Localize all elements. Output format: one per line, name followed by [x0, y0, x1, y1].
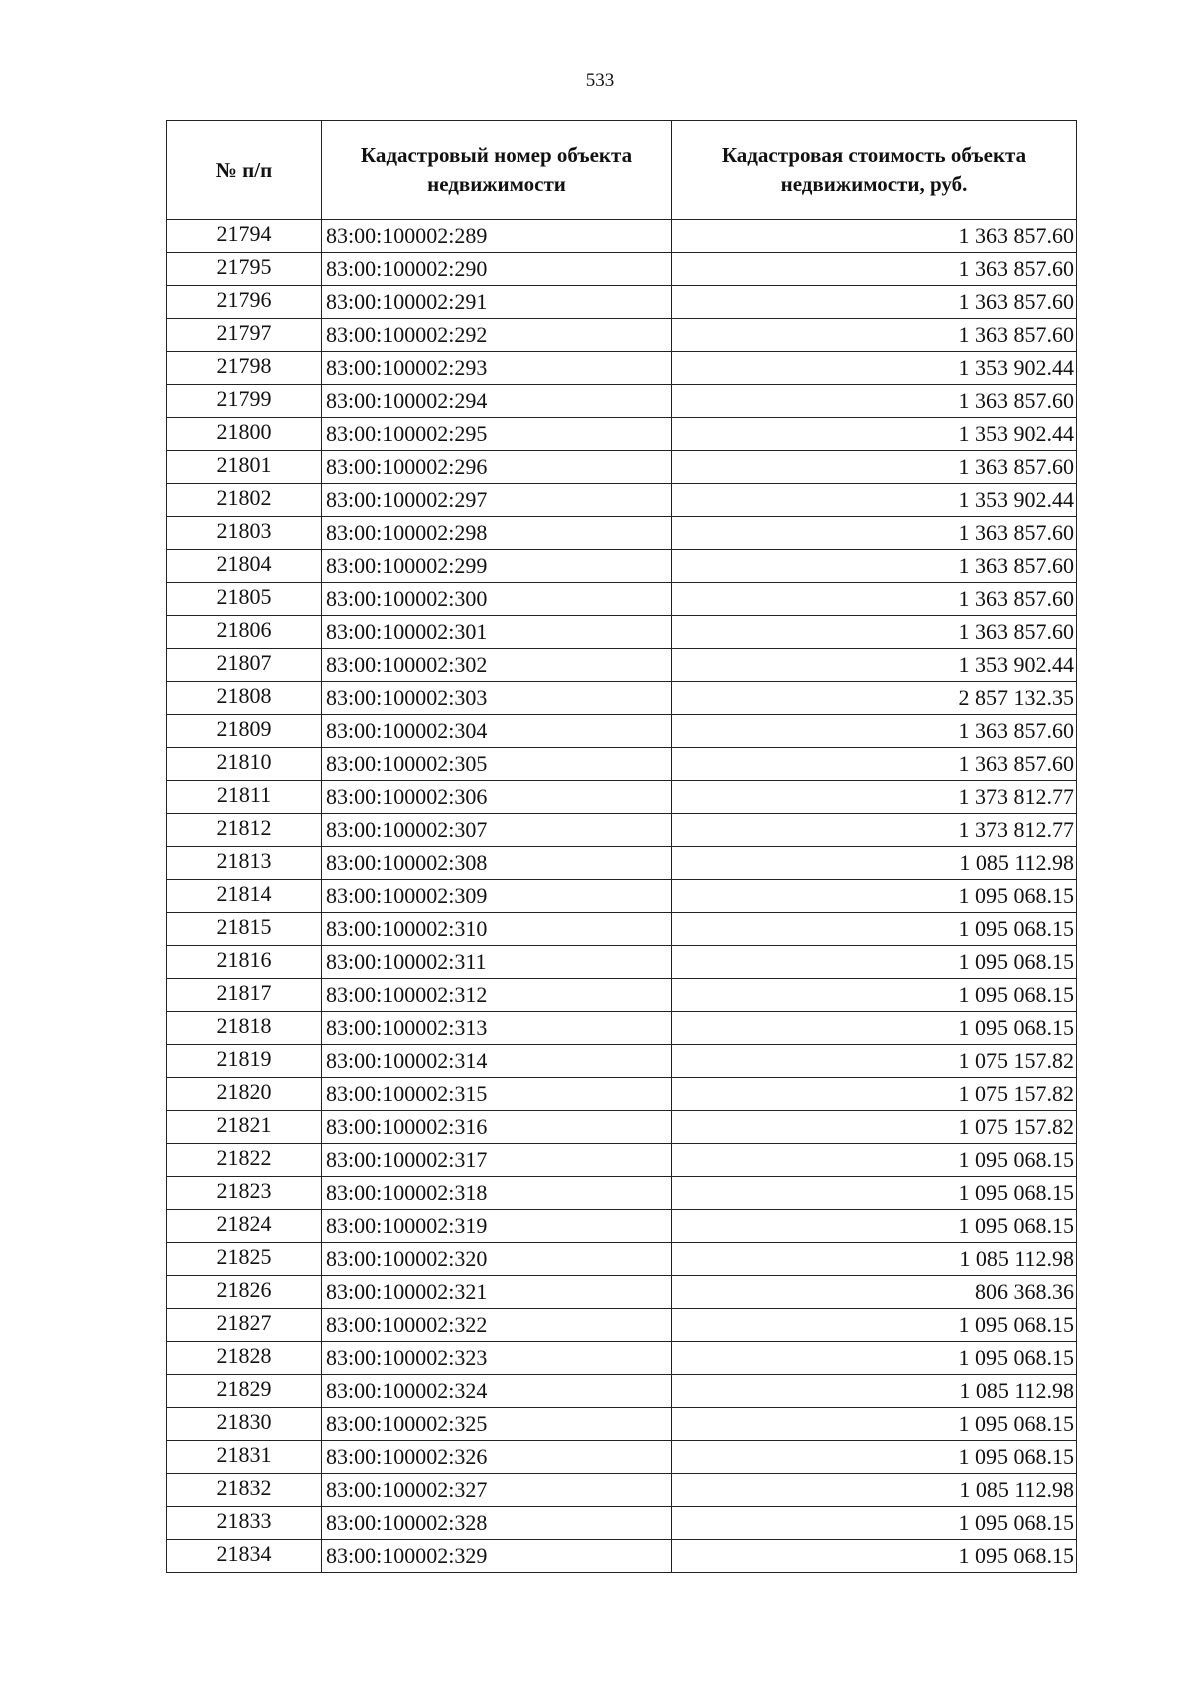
row-number-cell: 21823 [167, 1177, 322, 1210]
cadastral-number-cell: 83:00:100002:327 [322, 1474, 672, 1507]
table-row [167, 1408, 1077, 1441]
cadastral-value-cell: 1 363 857.60 [672, 748, 1077, 781]
table-row [167, 1375, 1077, 1408]
header-row [167, 121, 1077, 220]
cadastral-value-cell: 1 363 857.60 [672, 517, 1077, 550]
cadastral-value-cell: 1 363 857.60 [672, 286, 1077, 319]
cadastral-value-cell: 1 373 812.77 [672, 814, 1077, 847]
table-row [167, 517, 1077, 550]
row-number-cell: 21826 [167, 1276, 322, 1309]
cadastral-number-cell: 83:00:100002:296 [322, 451, 672, 484]
cadastral-value-cell: 1 095 068.15 [672, 880, 1077, 913]
cadastral-value-cell: 1 085 112.98 [672, 847, 1077, 880]
cadastral-number-cell: 83:00:100002:318 [322, 1177, 672, 1210]
cadastral-value-cell: 1 363 857.60 [672, 715, 1077, 748]
header-row-number: № п/п [167, 121, 322, 220]
cadastral-number-cell: 83:00:100002:291 [322, 286, 672, 319]
table-row [167, 484, 1077, 517]
table-row [167, 220, 1077, 253]
cadastral-number-cell: 83:00:100002:329 [322, 1540, 672, 1573]
table-row [167, 319, 1077, 352]
cadastral-table-container [166, 120, 1076, 1573]
table-row [167, 1540, 1077, 1573]
cadastral-number-cell: 83:00:100002:302 [322, 649, 672, 682]
table-row [167, 682, 1077, 715]
table-row [167, 1210, 1077, 1243]
row-number-cell: 21811 [167, 781, 322, 814]
cadastral-number-cell: 83:00:100002:321 [322, 1276, 672, 1309]
table-row [167, 913, 1077, 946]
cadastral-number-cell: 83:00:100002:310 [322, 913, 672, 946]
table-row [167, 748, 1077, 781]
cadastral-number-cell: 83:00:100002:319 [322, 1210, 672, 1243]
cadastral-value-cell: 1 373 812.77 [672, 781, 1077, 814]
table-row [167, 583, 1077, 616]
row-number-cell: 21802 [167, 484, 322, 517]
cadastral-value-cell: 1 095 068.15 [672, 1540, 1077, 1573]
table-row [167, 1012, 1077, 1045]
cadastral-number-cell: 83:00:100002:298 [322, 517, 672, 550]
cadastral-number-cell: 83:00:100002:297 [322, 484, 672, 517]
cadastral-number-cell: 83:00:100002:309 [322, 880, 672, 913]
table-row [167, 1144, 1077, 1177]
cadastral-number-cell: 83:00:100002:290 [322, 253, 672, 286]
row-number-cell: 21820 [167, 1078, 322, 1111]
row-number-cell: 21834 [167, 1540, 322, 1573]
cadastral-value-cell: 1 095 068.15 [672, 913, 1077, 946]
table-row [167, 1342, 1077, 1375]
row-number-cell: 21832 [167, 1474, 322, 1507]
cadastral-number-cell: 83:00:100002:314 [322, 1045, 672, 1078]
cadastral-number-cell: 83:00:100002:311 [322, 946, 672, 979]
table-row [167, 715, 1077, 748]
cadastral-value-cell: 1 353 902.44 [672, 418, 1077, 451]
cadastral-value-cell: 2 857 132.35 [672, 682, 1077, 715]
cadastral-value-cell: 1 095 068.15 [672, 1309, 1077, 1342]
cadastral-number-cell: 83:00:100002:324 [322, 1375, 672, 1408]
cadastral-value-cell: 1 095 068.15 [672, 1507, 1077, 1540]
cadastral-value-cell: 1 085 112.98 [672, 1474, 1077, 1507]
cadastral-value-cell: 1 095 068.15 [672, 1342, 1077, 1375]
row-number-cell: 21813 [167, 847, 322, 880]
row-number-cell: 21817 [167, 979, 322, 1012]
header-cadastral-value: Кадастровая стоимость объекта недвижимости, руб. [672, 121, 1077, 220]
cadastral-number-cell: 83:00:100002:322 [322, 1309, 672, 1342]
cadastral-value-cell: 1 363 857.60 [672, 385, 1077, 418]
table-row [167, 253, 1077, 286]
row-number-cell: 21806 [167, 616, 322, 649]
row-number-cell: 21815 [167, 913, 322, 946]
cadastral-number-cell: 83:00:100002:308 [322, 847, 672, 880]
row-number-cell: 21794 [167, 220, 322, 253]
cadastral-number-cell: 83:00:100002:289 [322, 220, 672, 253]
table-row [167, 286, 1077, 319]
cadastral-value-cell: 1 075 157.82 [672, 1111, 1077, 1144]
cadastral-value-cell: 1 085 112.98 [672, 1375, 1077, 1408]
table-row [167, 550, 1077, 583]
cadastral-number-cell: 83:00:100002:326 [322, 1441, 672, 1474]
cadastral-value-cell: 1 363 857.60 [672, 616, 1077, 649]
row-number-cell: 21809 [167, 715, 322, 748]
row-number-cell: 21799 [167, 385, 322, 418]
cadastral-number-cell: 83:00:100002:301 [322, 616, 672, 649]
cadastral-value-table [166, 120, 1077, 1573]
row-number-cell: 21795 [167, 253, 322, 286]
row-number-cell: 21798 [167, 352, 322, 385]
row-number-cell: 21812 [167, 814, 322, 847]
table-row [167, 1507, 1077, 1540]
table-row [167, 352, 1077, 385]
row-number-cell: 21810 [167, 748, 322, 781]
cadastral-value-cell: 1 363 857.60 [672, 451, 1077, 484]
cadastral-number-cell: 83:00:100002:305 [322, 748, 672, 781]
cadastral-number-cell: 83:00:100002:325 [322, 1408, 672, 1441]
cadastral-number-cell: 83:00:100002:320 [322, 1243, 672, 1276]
table-row [167, 781, 1077, 814]
table-row [167, 385, 1077, 418]
cadastral-value-cell: 806 368.36 [672, 1276, 1077, 1309]
cadastral-number-cell: 83:00:100002:295 [322, 418, 672, 451]
table-row [167, 1078, 1077, 1111]
cadastral-value-cell: 1 363 857.60 [672, 253, 1077, 286]
cadastral-value-cell: 1 095 068.15 [672, 1441, 1077, 1474]
row-number-cell: 21819 [167, 1045, 322, 1078]
row-number-cell: 21829 [167, 1375, 322, 1408]
row-number-cell: 21825 [167, 1243, 322, 1276]
cadastral-value-cell: 1 095 068.15 [672, 1408, 1077, 1441]
cadastral-number-cell: 83:00:100002:323 [322, 1342, 672, 1375]
cadastral-value-cell: 1 095 068.15 [672, 979, 1077, 1012]
cadastral-number-cell: 83:00:100002:307 [322, 814, 672, 847]
row-number-cell: 21804 [167, 550, 322, 583]
cadastral-number-cell: 83:00:100002:328 [322, 1507, 672, 1540]
cadastral-value-cell: 1 363 857.60 [672, 583, 1077, 616]
cadastral-number-cell: 83:00:100002:303 [322, 682, 672, 715]
row-number-cell: 21814 [167, 880, 322, 913]
cadastral-value-cell: 1 353 902.44 [672, 484, 1077, 517]
table-row [167, 1045, 1077, 1078]
row-number-cell: 21803 [167, 517, 322, 550]
row-number-cell: 21818 [167, 1012, 322, 1045]
table-row [167, 1243, 1077, 1276]
table-header [167, 121, 1077, 220]
table-row [167, 418, 1077, 451]
row-number-cell: 21796 [167, 286, 322, 319]
cadastral-value-cell: 1 095 068.15 [672, 1144, 1077, 1177]
row-number-cell: 21828 [167, 1342, 322, 1375]
row-number-cell: 21808 [167, 682, 322, 715]
table-row [167, 1111, 1077, 1144]
table-row [167, 616, 1077, 649]
cadastral-value-cell: 1 353 902.44 [672, 352, 1077, 385]
cadastral-value-cell: 1 363 857.60 [672, 319, 1077, 352]
table-row [167, 814, 1077, 847]
table-row [167, 880, 1077, 913]
cadastral-number-cell: 83:00:100002:300 [322, 583, 672, 616]
cadastral-value-cell: 1 095 068.15 [672, 1177, 1077, 1210]
cadastral-number-cell: 83:00:100002:293 [322, 352, 672, 385]
row-number-cell: 21821 [167, 1111, 322, 1144]
cadastral-value-cell: 1 095 068.15 [672, 1210, 1077, 1243]
table-row [167, 451, 1077, 484]
table-row [167, 1441, 1077, 1474]
table-body [167, 220, 1077, 1573]
row-number-cell: 21833 [167, 1507, 322, 1540]
row-number-cell: 21830 [167, 1408, 322, 1441]
table-row [167, 979, 1077, 1012]
cadastral-number-cell: 83:00:100002:315 [322, 1078, 672, 1111]
table-row [167, 946, 1077, 979]
row-number-cell: 21827 [167, 1309, 322, 1342]
table-row [167, 847, 1077, 880]
row-number-cell: 21824 [167, 1210, 322, 1243]
table-row [167, 1309, 1077, 1342]
cadastral-number-cell: 83:00:100002:299 [322, 550, 672, 583]
cadastral-value-cell: 1 075 157.82 [672, 1045, 1077, 1078]
page-number: 533 [585, 70, 615, 91]
cadastral-value-cell: 1 075 157.82 [672, 1078, 1077, 1111]
cadastral-number-cell: 83:00:100002:312 [322, 979, 672, 1012]
row-number-cell: 21816 [167, 946, 322, 979]
cadastral-number-cell: 83:00:100002:313 [322, 1012, 672, 1045]
header-cadastral-number: Кадастровый номер объекта недвижимости [322, 121, 672, 220]
cadastral-number-cell: 83:00:100002:292 [322, 319, 672, 352]
cadastral-value-cell: 1 353 902.44 [672, 649, 1077, 682]
row-number-cell: 21831 [167, 1441, 322, 1474]
cadastral-number-cell: 83:00:100002:304 [322, 715, 672, 748]
row-number-cell: 21807 [167, 649, 322, 682]
row-number-cell: 21805 [167, 583, 322, 616]
cadastral-number-cell: 83:00:100002:316 [322, 1111, 672, 1144]
row-number-cell: 21797 [167, 319, 322, 352]
cadastral-value-cell: 1 085 112.98 [672, 1243, 1077, 1276]
row-number-cell: 21800 [167, 418, 322, 451]
row-number-cell: 21822 [167, 1144, 322, 1177]
table-row [167, 1177, 1077, 1210]
table-row [167, 1276, 1077, 1309]
cadastral-value-cell: 1 363 857.60 [672, 550, 1077, 583]
table-row [167, 1474, 1077, 1507]
table-row [167, 649, 1077, 682]
cadastral-number-cell: 83:00:100002:294 [322, 385, 672, 418]
cadastral-value-cell: 1 095 068.15 [672, 946, 1077, 979]
cadastral-number-cell: 83:00:100002:317 [322, 1144, 672, 1177]
cadastral-value-cell: 1 095 068.15 [672, 1012, 1077, 1045]
row-number-cell: 21801 [167, 451, 322, 484]
cadastral-number-cell: 83:00:100002:306 [322, 781, 672, 814]
cadastral-value-cell: 1 363 857.60 [672, 220, 1077, 253]
